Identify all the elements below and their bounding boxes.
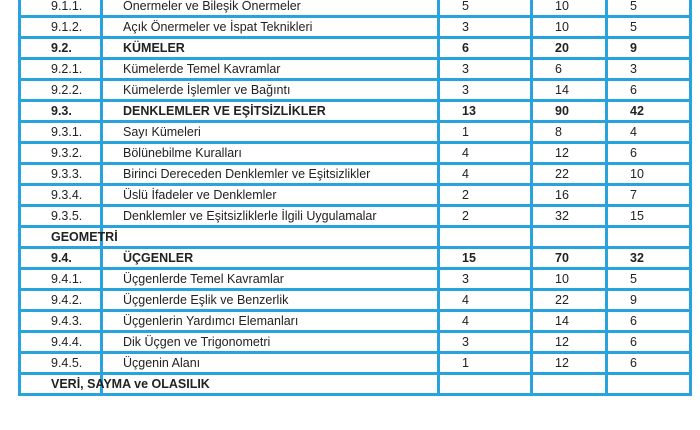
row-code: 9.1.1. [20, 0, 102, 17]
row-code: 9.4.1. [20, 269, 102, 290]
row-topic: Kümelerde Temel Kavramlar [102, 59, 439, 80]
unit-row [20, 248, 691, 269]
curriculum-table-body [20, 0, 691, 395]
row-value-2: 10 [532, 0, 607, 17]
row-value-3: 42 [607, 101, 691, 122]
row-value-2: 32 [532, 206, 607, 227]
row-value-2: 10 [532, 269, 607, 290]
row-code: 9.1.2. [20, 17, 102, 38]
row-topic: Birinci Dereceden Denklemler ve Eşitsizlikler [102, 164, 439, 185]
table-row [20, 185, 691, 206]
section-title: VERİ, SAYMA ve OLASILIK [20, 374, 102, 395]
row-value-3: 32 [607, 248, 691, 269]
row-value-2: 12 [532, 332, 607, 353]
table-row [20, 311, 691, 332]
row-topic: Üçgenin Alanı [102, 353, 439, 374]
table-row [20, 80, 691, 101]
row-value-1: 3 [439, 59, 532, 80]
curriculum-table [18, 0, 692, 396]
row-code: 9.2.2. [20, 80, 102, 101]
empty-cell [607, 374, 691, 395]
row-topic: Denklemler ve Eşitsizliklerle İlgili Uygulamalar [102, 206, 439, 227]
table-row [20, 59, 691, 80]
row-value-3: 5 [607, 17, 691, 38]
row-code: 9.4.2. [20, 290, 102, 311]
row-topic: Kümelerde İşlemler ve Bağıntı [102, 80, 439, 101]
empty-cell [102, 227, 439, 248]
unit-row [20, 38, 691, 59]
row-code: 9.4.4. [20, 332, 102, 353]
empty-cell [607, 227, 691, 248]
table-row [20, 269, 691, 290]
row-topic: Bölünebilme Kuralları [102, 143, 439, 164]
row-topic: Üslü İfadeler ve Denklemler [102, 185, 439, 206]
row-value-3: 9 [607, 38, 691, 59]
row-value-2: 10 [532, 17, 607, 38]
row-code: 9.2. [20, 38, 102, 59]
row-value-1: 6 [439, 38, 532, 59]
row-value-3: 6 [607, 332, 691, 353]
table-row [20, 122, 691, 143]
empty-cell [532, 227, 607, 248]
row-topic: Üçgenlerde Temel Kavramlar [102, 269, 439, 290]
row-value-1: 1 [439, 353, 532, 374]
row-value-2: 22 [532, 290, 607, 311]
row-value-3: 6 [607, 80, 691, 101]
row-code: 9.3.2. [20, 143, 102, 164]
table-row [20, 353, 691, 374]
row-value-1: 3 [439, 80, 532, 101]
row-topic: Üçgenlerde Eşlik ve Benzerlik [102, 290, 439, 311]
row-value-3: 6 [607, 143, 691, 164]
row-topic: ÜÇGENLER [102, 248, 439, 269]
row-value-1: 15 [439, 248, 532, 269]
row-value-1: 13 [439, 101, 532, 122]
row-value-2: 8 [532, 122, 607, 143]
row-value-2: 14 [532, 311, 607, 332]
row-code: 9.4. [20, 248, 102, 269]
row-value-2: 70 [532, 248, 607, 269]
row-value-3: 3 [607, 59, 691, 80]
table-row [20, 290, 691, 311]
table-row [20, 332, 691, 353]
row-topic: Açık Önermeler ve İspat Teknikleri [102, 17, 439, 38]
row-code: 9.3.5. [20, 206, 102, 227]
row-value-2: 20 [532, 38, 607, 59]
row-value-3: 6 [607, 353, 691, 374]
row-value-1: 4 [439, 143, 532, 164]
row-code: 9.4.3. [20, 311, 102, 332]
section-row [20, 374, 691, 395]
row-code: 9.3.3. [20, 164, 102, 185]
row-value-3: 10 [607, 164, 691, 185]
row-value-2: 12 [532, 143, 607, 164]
row-value-2: 12 [532, 353, 607, 374]
table-row [20, 164, 691, 185]
empty-cell [439, 374, 532, 395]
row-code: 9.3.4. [20, 185, 102, 206]
table-row [20, 206, 691, 227]
row-value-2: 6 [532, 59, 607, 80]
row-value-3: 15 [607, 206, 691, 227]
section-row [20, 227, 691, 248]
row-value-3: 4 [607, 122, 691, 143]
row-value-1: 2 [439, 185, 532, 206]
row-value-2: 90 [532, 101, 607, 122]
row-code: 9.4.5. [20, 353, 102, 374]
row-value-1: 3 [439, 332, 532, 353]
row-value-2: 16 [532, 185, 607, 206]
row-value-1: 5 [439, 0, 532, 17]
row-code: 9.3.1. [20, 122, 102, 143]
section-title: GEOMETRİ [20, 227, 102, 248]
row-value-3: 5 [607, 0, 691, 17]
unit-row [20, 101, 691, 122]
row-value-3: 6 [607, 311, 691, 332]
row-topic: Sayı Kümeleri [102, 122, 439, 143]
row-value-3: 7 [607, 185, 691, 206]
row-value-1: 2 [439, 206, 532, 227]
row-value-1: 3 [439, 269, 532, 290]
row-value-3: 9 [607, 290, 691, 311]
row-code: 9.3. [20, 101, 102, 122]
empty-cell [532, 374, 607, 395]
row-value-3: 5 [607, 269, 691, 290]
row-value-1: 4 [439, 311, 532, 332]
row-value-1: 1 [439, 122, 532, 143]
row-topic: Dik Üçgen ve Trigonometri [102, 332, 439, 353]
row-value-1: 3 [439, 17, 532, 38]
table-row [20, 0, 691, 17]
row-value-2: 22 [532, 164, 607, 185]
table-row [20, 17, 691, 38]
row-topic: KÜMELER [102, 38, 439, 59]
empty-cell [439, 227, 532, 248]
row-value-1: 4 [439, 290, 532, 311]
row-value-1: 4 [439, 164, 532, 185]
row-topic: Üçgenlerin Yardımcı Elemanları [102, 311, 439, 332]
row-topic: Önermeler ve Bileşik Önermeler [102, 0, 439, 17]
row-code: 9.2.1. [20, 59, 102, 80]
row-topic: DENKLEMLER VE EŞİTSİZLİKLER [102, 101, 439, 122]
row-value-2: 14 [532, 80, 607, 101]
table-row [20, 143, 691, 164]
